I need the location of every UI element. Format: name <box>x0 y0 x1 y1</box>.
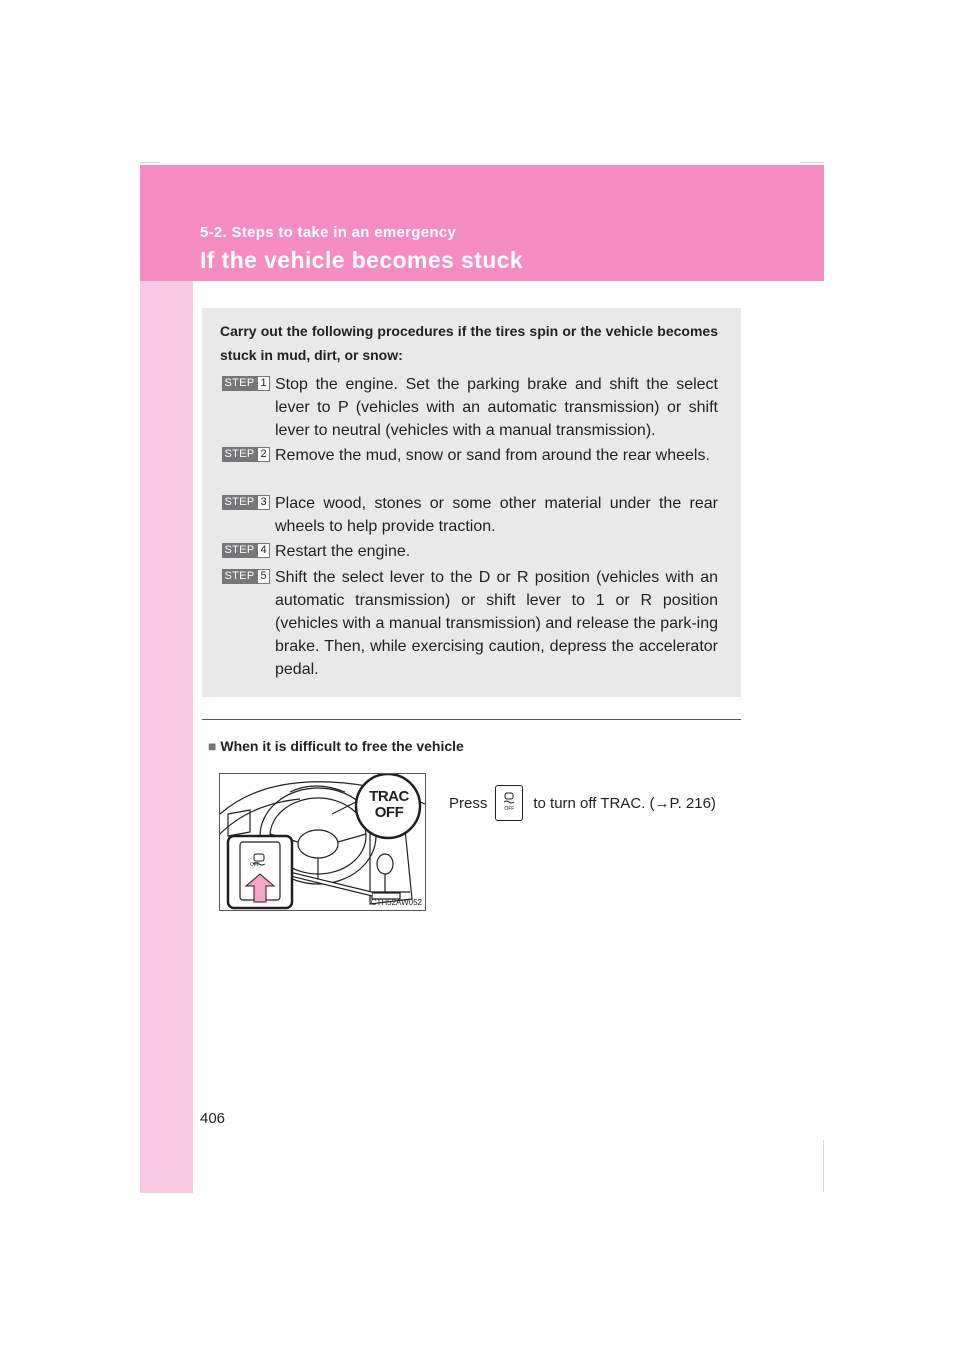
step-number: 2 <box>257 447 270 462</box>
step-word: STEP <box>222 543 257 558</box>
page-title: If the vehicle becomes stuck <box>200 247 524 273</box>
step-badge <box>222 376 270 391</box>
crop-mark <box>823 1140 824 1192</box>
step-item <box>222 492 718 538</box>
step-item <box>222 373 718 442</box>
figure-button-label: OFF <box>250 862 260 868</box>
step-word: STEP <box>222 495 257 510</box>
step-text: Remove the mud, snow or sand from around the rear wheels. <box>275 447 710 464</box>
step-text: Shift the select lever to the D or R position (vehicles with an automatic transmission) or shift lever to 1 or R position (vehicles with a manual transmission) and release the park-ing brake. Then, while exercising caution, depress the accelerator pedal. <box>275 569 718 678</box>
instruction-press: Press <box>449 794 488 812</box>
button-off-label: OFF <box>504 806 515 812</box>
page-number: 406 <box>200 1110 226 1127</box>
note-heading <box>208 738 464 754</box>
step-badge <box>222 447 270 462</box>
bullet-square: ■ <box>208 738 217 754</box>
skid-car-icon <box>496 786 522 820</box>
trac-instruction <box>449 785 716 821</box>
section-label: 5-2. Steps to take in an emergency <box>200 224 457 241</box>
step-text: Restart the engine. <box>275 543 411 560</box>
step-number: 5 <box>257 569 270 584</box>
step-text: Place wood, stones or some other material under the rear wheels to help provide traction. <box>275 495 718 535</box>
step-text: Stop the engine. Set the parking brake and shift the select lever to P (vehicles with an automatic transmission) or shift lever to neutral (vehicles with a manual transmission). <box>275 376 718 439</box>
dashboard-illustration <box>219 773 426 911</box>
step-item <box>222 444 718 467</box>
procedure-intro: Carry out the following procedures if the tires spin or the vehicle becomes stuck in mud, dirt, or snow: <box>220 323 718 363</box>
step-word: STEP <box>222 569 257 584</box>
trac-callout-line2: OFF <box>374 804 404 821</box>
procedure-box <box>202 308 741 697</box>
trac-off-button-icon <box>495 785 523 821</box>
trac-callout-line1: TRAC <box>369 788 409 805</box>
step-badge <box>222 569 270 584</box>
step-word: STEP <box>222 376 257 391</box>
step-number: 1 <box>257 376 270 391</box>
crop-mark <box>800 162 824 163</box>
step-badge <box>222 495 270 510</box>
figure-code: CTH52AW052 <box>370 898 422 907</box>
crop-mark <box>140 162 160 163</box>
note-heading-text: When it is difficult to free the vehicle <box>220 738 464 754</box>
step-item <box>222 566 718 681</box>
step-number: 4 <box>257 543 270 558</box>
step-number: 3 <box>257 495 270 510</box>
step-badge <box>222 543 270 558</box>
step-item <box>222 540 718 563</box>
step-word: STEP <box>222 447 257 462</box>
chapter-sidebar <box>140 165 193 1193</box>
instruction-text: to turn off TRAC. (→P. 216) <box>533 794 716 812</box>
section-divider <box>202 719 741 720</box>
